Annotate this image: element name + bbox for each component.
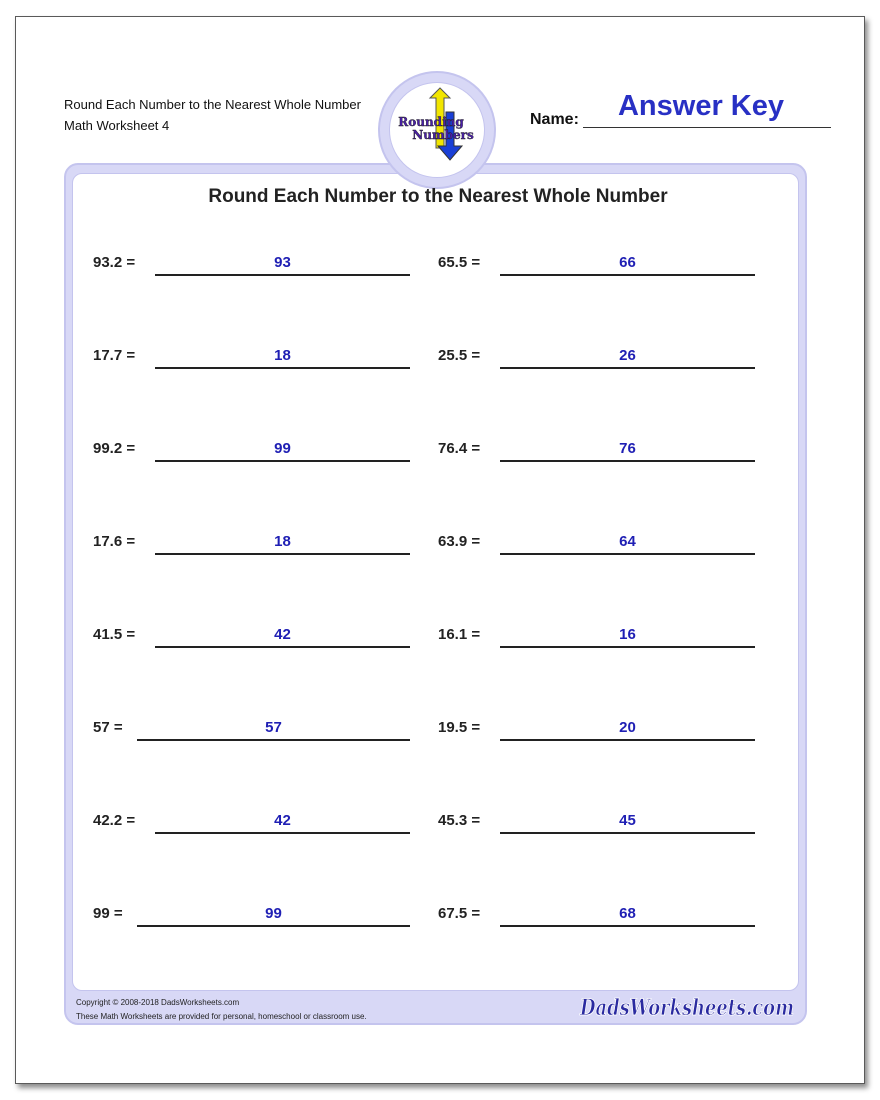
copyright-text: Copyright © 2008-2018 DadsWorksheets.com [76,998,240,1007]
name-label: Name: [530,111,579,128]
worksheet-title: Round Each Number to the Nearest Whole Number [208,186,668,207]
answer-value: 42 [274,812,291,829]
answer-value: 20 [619,719,636,736]
answer-line[interactable] [155,274,410,276]
problem-item [93,626,433,656]
answer-value: 45 [619,812,636,829]
answer-value: 18 [274,533,291,550]
answer-value: 99 [274,440,291,457]
problem-item [93,254,433,284]
problem-item [93,812,433,842]
usage-notice: These Math Worksheets are provided for personal, homeschool or classroom use. [76,1012,367,1021]
problem-item [438,719,778,749]
problem-item [438,626,778,656]
problem-text: 25.5 = [438,347,481,364]
answer-value: 16 [619,626,636,643]
answer-value: 42 [274,626,291,643]
answer-value: 68 [619,905,636,922]
problem-text: 67.5 = [438,905,481,922]
answer-line[interactable] [155,553,410,555]
problem-text: 19.5 = [438,719,481,736]
header-title: Round Each Number to the Nearest Whole Number [64,97,361,112]
up-down-arrows-icon [389,82,485,178]
problems-panel [64,163,807,1025]
logo-line2: Numbers [412,128,474,142]
problem-item [93,719,433,749]
answer-line[interactable] [155,367,410,369]
answer-line[interactable] [500,925,755,927]
answer-line[interactable] [500,646,755,648]
problem-item [438,533,778,563]
problem-item [438,347,778,377]
answer-value: 76 [619,440,636,457]
answer-value: 64 [619,533,636,550]
problems-panel-inner [72,173,799,991]
answer-line[interactable] [155,460,410,462]
answer-line[interactable] [500,739,755,741]
answer-key-label: Answer Key [617,90,784,122]
answer-line[interactable] [500,274,755,276]
dadsworksheets-logo [577,991,797,1023]
rounding-numbers-logo [380,73,494,187]
problem-item [438,254,778,284]
brand-text: DadsWorksheets.com [579,995,794,1021]
logo-line1: Rounding [398,115,464,129]
problem-item [438,440,778,470]
problem-item [93,440,433,470]
problem-text: 57 = [93,719,123,736]
problem-item [93,533,433,563]
problem-text: 17.6 = [93,533,136,550]
answer-line[interactable] [155,832,410,834]
problem-item [93,347,433,377]
answer-value: 99 [265,905,282,922]
problem-text: 42.2 = [93,812,136,829]
answer-line[interactable] [137,739,410,741]
problem-text: 99.2 = [93,440,136,457]
problem-text: 63.9 = [438,533,481,550]
answer-line[interactable] [500,553,755,555]
answer-value: 26 [619,347,636,364]
answer-value: 18 [274,347,291,364]
answer-line[interactable] [155,646,410,648]
problem-text: 99 = [93,905,123,922]
answer-value: 57 [265,719,282,736]
problem-text: 76.4 = [438,440,481,457]
answer-value: 93 [274,254,291,271]
header-subtitle: Math Worksheet 4 [64,118,170,133]
answer-line[interactable] [137,925,410,927]
answer-line[interactable] [500,832,755,834]
problem-text: 16.1 = [438,626,481,643]
problem-text: 41.5 = [93,626,136,643]
problem-text: 65.5 = [438,254,481,271]
problem-text: 45.3 = [438,812,481,829]
problem-item [438,812,778,842]
problem-text: 17.7 = [93,347,136,364]
answer-value: 66 [619,254,636,271]
problem-item [93,905,433,935]
answer-line[interactable] [500,367,755,369]
problem-text: 93.2 = [93,254,136,271]
name-underline [583,127,831,128]
answer-line[interactable] [500,460,755,462]
problem-item [438,905,778,935]
